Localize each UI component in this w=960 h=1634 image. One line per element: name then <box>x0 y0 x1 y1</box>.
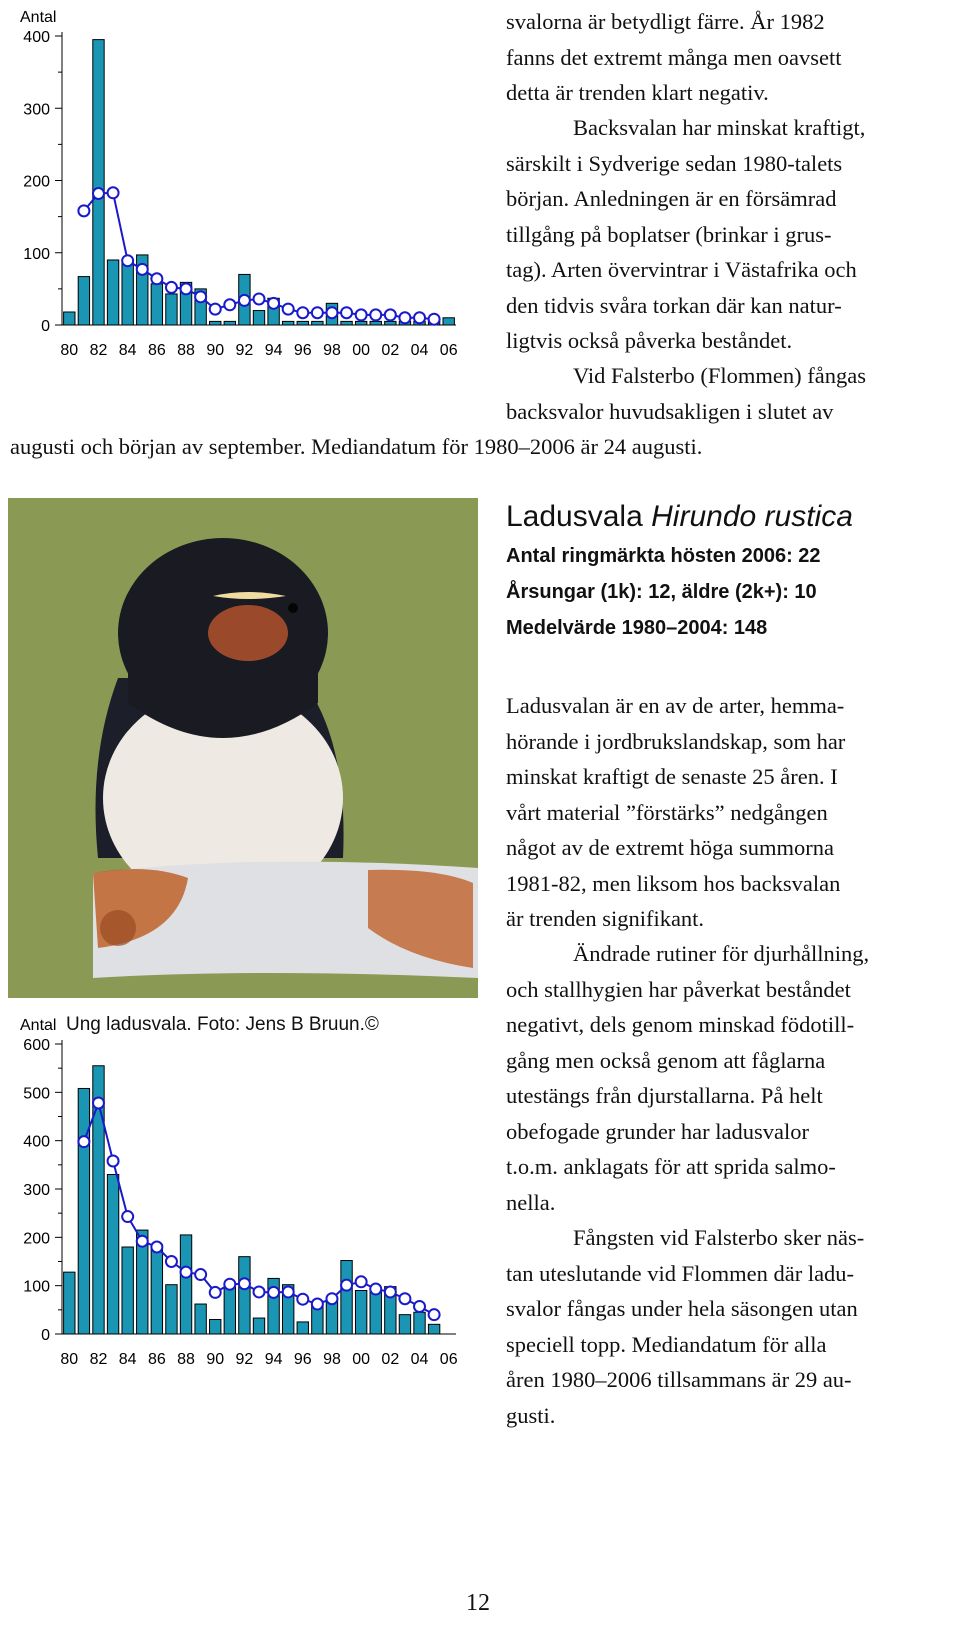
bar <box>122 1247 133 1334</box>
trend-point <box>254 293 265 304</box>
trend-point <box>108 187 119 198</box>
text-line: svalor fångas under hela säsongen utan <box>506 1296 858 1321</box>
x-tick-label: 88 <box>177 342 195 359</box>
trend-point <box>341 1280 352 1291</box>
bar <box>326 1300 337 1334</box>
bar <box>166 294 177 325</box>
bar <box>355 321 366 325</box>
trend-point <box>385 309 396 320</box>
x-tick-label: 90 <box>206 342 225 359</box>
text-line: backsvalor huvudsakligen i slutet av <box>506 398 834 424</box>
chart-backsvala-plot <box>20 9 458 359</box>
text-line: Backsvalan har minskat kraftigt, <box>573 115 866 140</box>
bar <box>122 261 133 325</box>
text-line: detta är trenden klart negativ. <box>506 80 769 105</box>
x-tick-label: 98 <box>323 1351 341 1368</box>
body-paragraph-2 <box>506 936 951 1220</box>
bar <box>341 1261 352 1334</box>
bar <box>78 1088 89 1334</box>
trend-point <box>239 295 250 306</box>
paragraph-3 <box>506 358 951 429</box>
trend-point <box>283 304 294 315</box>
bar <box>239 1257 250 1334</box>
bar <box>151 284 162 325</box>
y-tick-label: 0 <box>41 1327 50 1344</box>
stat-ringed-count: Antal ringmärkta hösten 2006: 22 <box>506 545 821 567</box>
species-common-name: Ladusvala <box>506 500 643 533</box>
y-tick-label: 300 <box>23 101 50 119</box>
x-tick-label: 00 <box>352 342 371 359</box>
x-tick-label: 06 <box>439 1351 458 1368</box>
trend-point <box>370 1284 381 1295</box>
trend-point <box>239 1278 250 1289</box>
x-tick-label: 02 <box>381 342 400 359</box>
bar <box>224 1285 235 1334</box>
text-line: gusti. <box>506 1402 556 1428</box>
trend-point <box>356 1276 367 1287</box>
x-tick-label: 82 <box>89 342 108 359</box>
bar <box>443 318 454 325</box>
trend-point <box>399 312 410 323</box>
text-line: speciell topp. Mediandatum för alla <box>506 1331 827 1357</box>
y-tick-label: 200 <box>23 173 50 191</box>
x-tick-label: 80 <box>60 1351 79 1368</box>
trend-point <box>210 1287 221 1298</box>
paragraph-3-last-line: augusti och början av september. Mediandatum för 1980–2006 är 24 augusti. <box>10 434 703 459</box>
trend-point <box>414 1301 425 1312</box>
x-tick-label: 02 <box>381 1351 400 1368</box>
bar <box>253 1318 264 1334</box>
trend-point <box>166 282 177 293</box>
bar <box>253 311 264 325</box>
trend-point <box>93 1097 104 1108</box>
swallow-photo <box>8 498 478 998</box>
text-line: är trenden signifikant. <box>506 906 705 931</box>
x-tick-label: 90 <box>206 1351 225 1368</box>
trend-point <box>283 1286 294 1297</box>
paragraph-1 <box>506 4 951 111</box>
x-tick-label: 00 <box>352 1351 371 1368</box>
trend-point <box>108 1155 119 1166</box>
trend-point <box>195 1269 206 1280</box>
y-tick-label: 0 <box>41 318 50 335</box>
text-line: Ladusvalan är en av de arter, hemma- <box>506 693 845 718</box>
trend-point <box>385 1286 396 1297</box>
swallow-illustration <box>8 498 478 998</box>
trend-point <box>297 307 308 318</box>
y-tick-label: 100 <box>23 1278 50 1296</box>
bar <box>107 260 118 325</box>
trend-point <box>414 312 425 323</box>
trend-point <box>429 314 440 325</box>
bar <box>341 321 352 325</box>
trend-point <box>122 255 133 266</box>
text-line: Fångsten vid Falsterbo sker näs- <box>573 1225 865 1250</box>
text-line: obefogade grunder har ladusvalor <box>506 1118 810 1144</box>
trend-point <box>268 1287 279 1298</box>
trend-point <box>312 307 323 318</box>
trend-point <box>181 1267 192 1278</box>
text-line: tan uteslutande vid Flommen där ladu- <box>506 1260 855 1286</box>
trend-point <box>151 1242 162 1253</box>
trend-point <box>356 309 367 320</box>
text-line: den tidvis svåra torkan där kan natur- <box>506 292 842 318</box>
bar <box>210 1320 221 1335</box>
text-line: åren 1980–2006 tillsammans är 29 au- <box>506 1367 852 1392</box>
body-paragraph-3 <box>506 1220 951 1433</box>
trend-point <box>224 1279 235 1290</box>
paragraph-2 <box>506 110 951 359</box>
trend-point <box>151 273 162 284</box>
x-tick-label: 04 <box>410 342 429 359</box>
bar <box>399 1315 410 1334</box>
bar <box>370 321 381 325</box>
species-latin-name: Hirundo rustica <box>651 500 853 533</box>
y-tick-label: 200 <box>23 1230 50 1248</box>
text-line: och stallhygien har påverkat beståndet <box>506 976 851 1002</box>
trend-point <box>93 188 104 199</box>
y-tick-label: 600 <box>23 1037 50 1054</box>
y-tick-label: 300 <box>23 1182 50 1199</box>
bar <box>355 1291 366 1335</box>
stat-mean: Medelvärde 1980–2004: 148 <box>506 617 768 639</box>
x-tick-label: 92 <box>235 1351 254 1368</box>
bar <box>385 321 396 325</box>
bar <box>151 1245 162 1334</box>
x-tick-label: 04 <box>410 1351 429 1368</box>
bar <box>180 1235 191 1334</box>
bar <box>414 1312 425 1334</box>
text-line: gång men också genom att fåglarna <box>506 1047 826 1073</box>
bar <box>224 321 235 325</box>
x-tick-label: 94 <box>264 1351 283 1368</box>
text-line: tag). Arten övervintrar i Västafrika och <box>506 257 857 282</box>
y-axis-label: Antal <box>20 9 57 26</box>
text-line: nella. <box>506 1189 556 1215</box>
bar <box>282 321 293 325</box>
trend-point <box>137 264 148 275</box>
bar <box>312 321 323 325</box>
chart-ladusvala-plot <box>20 1017 458 1368</box>
text-line: negativt, dels genom minskad födotill- <box>506 1012 855 1037</box>
text-line: vårt material ”förstärks” nedgången <box>506 799 828 825</box>
trend-point <box>137 1236 148 1247</box>
page-number: 12 <box>466 1590 490 1616</box>
bar <box>107 1175 118 1335</box>
trend-point <box>429 1309 440 1320</box>
y-tick-label: 500 <box>23 1085 50 1103</box>
trend-point <box>326 307 337 318</box>
bar <box>78 277 89 325</box>
bar <box>64 1272 75 1334</box>
chart-backsvala <box>0 0 470 380</box>
x-tick-label: 84 <box>118 342 137 359</box>
trend-point <box>312 1299 323 1310</box>
trend-point <box>166 1256 177 1267</box>
bar <box>166 1285 177 1334</box>
text-line: 1981-82, men liksom hos backsvalan <box>506 870 841 896</box>
bar <box>297 321 308 325</box>
text-line: Ändrade rutiner för djurhållning, <box>573 941 870 966</box>
bar <box>210 321 221 325</box>
text-line: särskilt i Sydverige sedan 1980-talets <box>506 150 843 176</box>
x-tick-label: 88 <box>177 1351 195 1368</box>
text-line: Vid Falsterbo (Flommen) fångas <box>573 363 866 388</box>
x-tick-label: 86 <box>147 342 166 359</box>
trend-point <box>297 1294 308 1305</box>
bar <box>93 40 104 325</box>
bar <box>428 1324 439 1334</box>
text-line: hörande i jordbrukslandskap, som har <box>506 728 846 754</box>
x-tick-label: 96 <box>293 1351 312 1368</box>
trend-point <box>326 1293 337 1304</box>
trend-point <box>370 309 381 320</box>
trend-point <box>268 298 279 309</box>
y-tick-label: 100 <box>23 245 50 263</box>
trend-point <box>399 1293 410 1304</box>
text-line: något av de extremt höga summorna <box>506 835 835 860</box>
x-tick-label: 98 <box>323 342 341 359</box>
trend-point <box>341 307 352 318</box>
stat-age-split: Årsungar (1k): 12, äldre (2k+): 10 <box>506 581 817 603</box>
body-paragraph-1 <box>506 688 951 937</box>
text-line: början. Anledningen är en försämrad <box>506 186 837 211</box>
x-tick-label: 84 <box>118 1351 137 1368</box>
photo-caption: Ung ladusvala. Foto: Jens B Bruun.© <box>66 1014 379 1035</box>
trend-point <box>122 1211 133 1222</box>
trend-point <box>195 291 206 302</box>
text-line: utestängs från djurstallarna. På helt <box>506 1083 823 1108</box>
x-tick-label: 80 <box>60 342 79 359</box>
text-line: ligtvis också påverka beståndet. <box>506 328 793 353</box>
bar <box>370 1291 381 1334</box>
x-tick-label: 92 <box>235 342 254 359</box>
trend-point <box>181 283 192 294</box>
text-line: tillgång på boplatser (brinkar i grus- <box>506 221 832 247</box>
text-line: minskat kraftigt de senaste 25 åren. I <box>506 764 838 789</box>
x-tick-label: 86 <box>147 1351 166 1368</box>
y-axis-label: Antal <box>20 1017 57 1034</box>
trend-point <box>254 1286 265 1297</box>
x-tick-label: 94 <box>264 342 283 359</box>
trend-point <box>78 205 89 216</box>
x-tick-label: 82 <box>89 1351 108 1368</box>
trend-point <box>78 1136 89 1147</box>
text-line: svalorna är betydligt färre. År 1982 <box>506 9 825 34</box>
trend-point <box>210 304 221 315</box>
x-tick-label: 06 <box>439 342 458 359</box>
bar <box>297 1322 308 1334</box>
text-line: fanns det extremt många men oavsett <box>506 44 842 70</box>
bar <box>195 1304 206 1334</box>
x-tick-label: 96 <box>293 342 312 359</box>
bar <box>64 312 75 325</box>
trend-point <box>224 299 235 310</box>
y-tick-label: 400 <box>23 1133 50 1151</box>
species-title <box>506 500 853 534</box>
text-line: t.o.m. anklagats för att sprida salmo- <box>506 1154 836 1179</box>
y-tick-label: 400 <box>23 29 50 46</box>
